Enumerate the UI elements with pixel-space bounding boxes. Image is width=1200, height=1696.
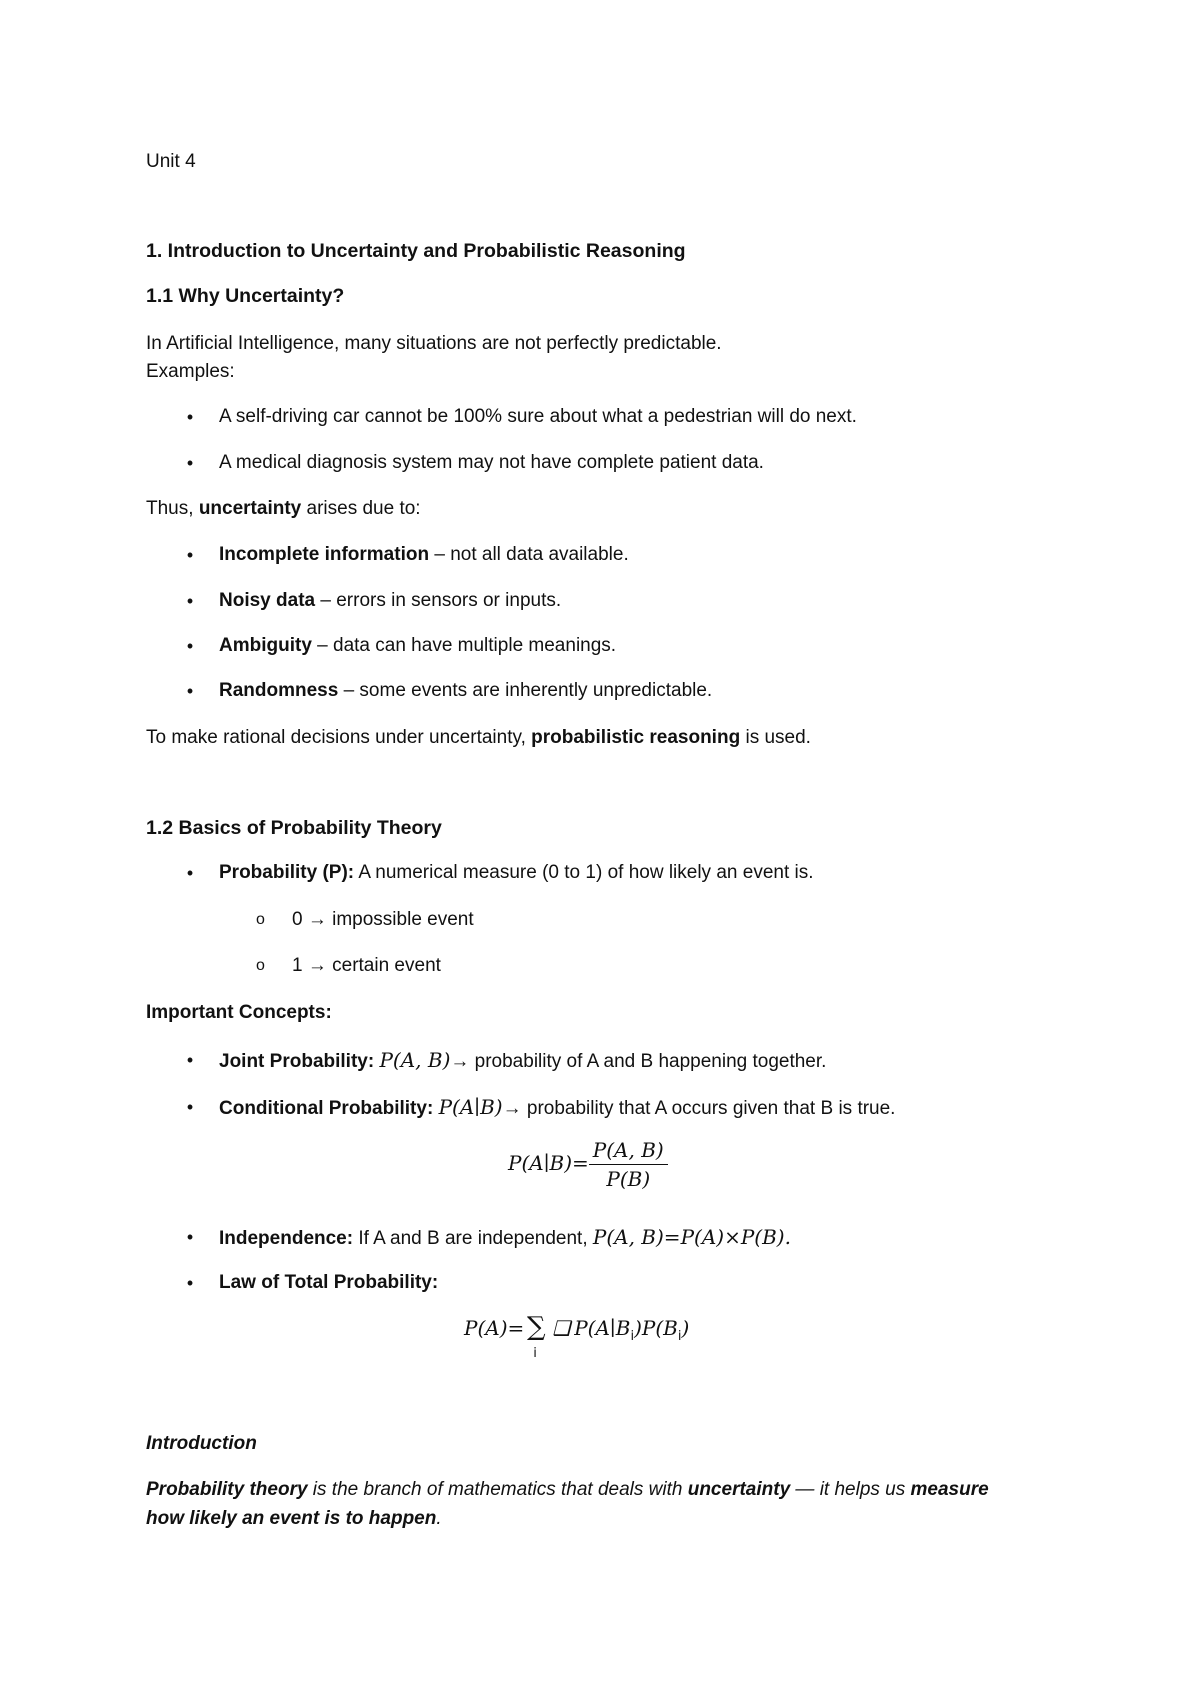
- introduction-paragraph-line-2: how likely an event is to happen.: [146, 1508, 442, 1529]
- probability-definition: Probability (P): A numerical measure (0 to 1) of how likely an event is.: [219, 862, 814, 883]
- unit-title: Unit 4: [146, 151, 196, 172]
- section-heading: 1. Introduction to Uncertainty and Probabilistic Reasoning: [146, 240, 686, 262]
- bullet-icon: •: [186, 1050, 194, 1070]
- concepts-heading: Important Concepts:: [146, 1002, 332, 1023]
- bullet-icon: •: [186, 636, 194, 656]
- independence-item: Independence: If A and B are independent, P(A, B)=P(A)×P(B).: [219, 1225, 791, 1249]
- bullet-icon: •: [186, 681, 194, 701]
- sub-bullet-icon: o: [256, 911, 265, 928]
- joint-probability-item: Joint Probability: P(A, B)→ probability of A and B happening together.: [219, 1048, 827, 1072]
- summation: ∑ i: [526, 1312, 546, 1361]
- cause-item: Incomplete information – not all data available.: [219, 544, 629, 565]
- sub-bullet-item: 0 → impossible event: [292, 909, 474, 930]
- sub-bullet-item: 1 → certain event: [292, 955, 441, 976]
- thus-line: Thus, uncertainty arises due to:: [146, 498, 421, 519]
- conditional-probability-formula: P(A∣B)= $\frac{P(A, B)}{P(B)}$: [508, 1138, 668, 1191]
- introduction-heading: Introduction: [146, 1433, 257, 1454]
- bullet-icon: •: [186, 1097, 194, 1117]
- cause-item: Ambiguity – data can have multiple meanings.: [219, 635, 617, 656]
- conclusion-line: To make rational decisions under uncertainty, probabilistic reasoning is used.: [146, 727, 811, 748]
- conditional-probability-item: Conditional Probability: P(A∣B)→ probability that A occurs given that B is true.: [219, 1095, 896, 1119]
- intro-line-2: Examples:: [146, 361, 235, 382]
- bullet-icon: •: [186, 407, 194, 427]
- bullet-icon: •: [186, 545, 194, 565]
- intro-line-1: In Artificial Intelligence, many situations are not perfectly predictable.: [146, 333, 722, 354]
- introduction-paragraph-line-1: Probability theory is the branch of mathematics that deals with uncertainty — it helps us measure: [146, 1479, 989, 1500]
- bullet-icon: •: [186, 1227, 194, 1247]
- fraction: $\frac{P(A, B)}{P(B)}$: [589, 1138, 668, 1191]
- cause-item: Noisy data – errors in sensors or inputs.: [219, 590, 562, 611]
- sub-bullet-icon: o: [256, 957, 265, 974]
- bullet-icon: •: [186, 453, 194, 473]
- bullet-icon: •: [186, 591, 194, 611]
- total-probability-formula: P(A)= ∑ i ❑ $P(A∣B_i)P(B_i)$: [464, 1312, 690, 1361]
- example-item: A self-driving car cannot be 100% sure about what a pedestrian will do next.: [219, 406, 857, 427]
- subsection-heading-probability-basics: 1.2 Basics of Probability Theory: [146, 817, 442, 839]
- example-item: A medical diagnosis system may not have complete patient data.: [219, 452, 764, 473]
- subsection-heading-why-uncertainty: 1.1 Why Uncertainty?: [146, 285, 345, 307]
- total-probability-item: Law of Total Probability:: [219, 1272, 439, 1293]
- placeholder-box-icon: ❑: [552, 1316, 571, 1340]
- bullet-icon: •: [186, 1273, 194, 1293]
- bullet-icon: •: [186, 863, 194, 883]
- cause-item: Randomness – some events are inherently unpredictable.: [219, 680, 713, 701]
